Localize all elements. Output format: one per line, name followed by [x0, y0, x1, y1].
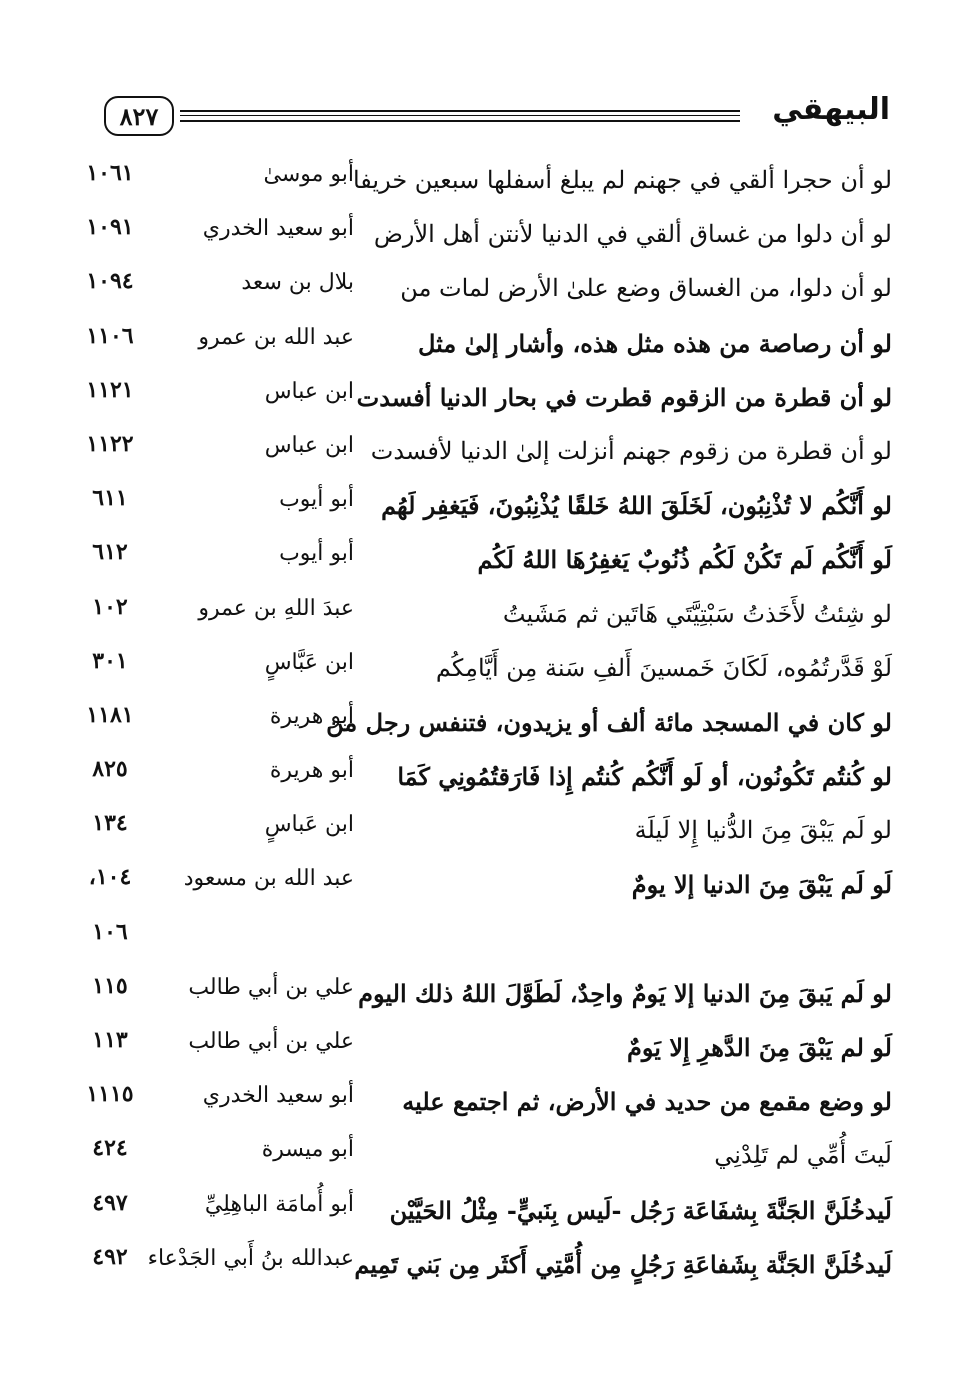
index-row: [70, 1027, 900, 1081]
page-header: [104, 92, 890, 144]
hadith-phrase: لو أن حجرا ألقي في جهنم لم يبلغ أسفلها سبعين خريفا: [352, 166, 892, 194]
hadith-number: ٨٢٥: [92, 756, 128, 783]
hadith-phrase: لو لَم يَبقَ مِنَ الدنيا إلا يَومٌ واحِدٌ، لَطَوَّلَ اللهُ ذلك اليوم: [358, 978, 892, 1008]
index-row: [70, 756, 900, 810]
index-row: [70, 1081, 900, 1135]
page-number: ٨٢٧: [104, 96, 174, 136]
narrator-name: أبو سعيد الخدري: [202, 216, 354, 242]
index-row: [70, 485, 900, 539]
hadith-phrase: لو أن دلوا، من الغساق وضع علىٰ الأرض لمات من: [400, 274, 892, 303]
hadith-phrase: لَو لم يَبْقَ مِنَ الدَّهرِ إِلا يَومٌ: [627, 1033, 892, 1062]
index-row: [70, 539, 900, 593]
hadith-number: ١٠٤،: [88, 864, 132, 891]
index-row: [70, 268, 900, 322]
hadith-phrase: لو أَنَّكُم لا تُذْنِبُون، لَخَلَقَ اللهُ خَلقًا يُذْنِبُونَ، فَيَغفِر لَهُم: [381, 491, 892, 521]
hadith-number: ١٣٤: [92, 810, 128, 837]
index-row: [70, 160, 900, 214]
hadith-phrase: لَو أَنَّكُم لَم تَكُنْ لَكُم ذُنُوبٌ يَغفِرُهَا اللهُ لَكُم: [477, 545, 892, 575]
hadith-number: ٤٩٧: [92, 1189, 128, 1216]
hadith-number: ١١٠٦: [86, 322, 134, 349]
running-title: البيهقي: [772, 92, 890, 127]
hadith-number: ١١٨١: [86, 701, 134, 728]
narrator-name: عبد الله بن مسعود: [183, 866, 354, 892]
narrator-name: علي بن أبي طالب: [188, 1029, 354, 1054]
index-row: [70, 377, 900, 431]
hadith-number: ١١٥: [92, 972, 128, 999]
narrator-name: عبد الله بن عمرو: [198, 324, 354, 350]
index-row: [70, 810, 900, 864]
hadith-phrase: لَيدخُلَنَّ الجَنَّةَ بِشفَاعَة رَجُل -لَيس بِنَبيٍّ- مِثْلُ الحَيَّيْن: [389, 1195, 892, 1225]
index-row: [70, 648, 900, 702]
hadith-number: ١٠٦: [92, 918, 128, 945]
hadith-number: ٤٩٢: [92, 1243, 128, 1270]
index-row: [70, 973, 900, 1027]
narrator-name: أبو أيوب: [279, 487, 354, 513]
hadith-number: ٣٠١: [92, 647, 128, 674]
narrator-name: ابن عباس: [264, 378, 354, 404]
hadith-phrase: لو أن دلوا من غساق ألقي في الدنيا لأنتن أهل الأرض: [373, 220, 892, 249]
hadith-phrase: لو أن قطرة من زقوم جهنم أنزلت إلىٰ الدنيا لأفسدت: [370, 436, 892, 465]
narrator-name: أبو أُمامَة الباهِلِيِّ: [204, 1191, 354, 1217]
narrator-name: عبدَ اللهِ بن عمرو: [198, 595, 354, 621]
index-list: [70, 160, 900, 1298]
hadith-number: ١٠٩٤: [86, 268, 134, 295]
narrator-name: أبو سعيد الخدري: [202, 1083, 354, 1109]
narrator-name: ابن عَباسٍ: [264, 812, 354, 838]
hadith-phrase: لو كان في المسجد مائة ألف أو يزيدون، فتنفس رجل من: [326, 707, 892, 737]
header-rule: [180, 110, 740, 122]
index-row: [70, 1135, 900, 1189]
narrator-name: أبو أيوب: [279, 541, 354, 567]
index-row: [70, 1244, 900, 1298]
narrator-name: ابن عباس: [264, 432, 354, 458]
hadith-number: ١١٣: [92, 1027, 128, 1053]
index-row: [70, 1190, 900, 1244]
index-row: [70, 323, 900, 377]
hadith-phrase: لَيتَ أُمِّي لم تَلِدْنِي: [714, 1141, 892, 1170]
hadith-number: ١٠٦١: [86, 160, 134, 186]
hadith-phrase: لو شِئتُ لأَخَذتُ سَبْتِيَّتَي هَاتَين ثم مَشَيتُ: [502, 599, 892, 628]
narrator-name: أبو ميسرة: [261, 1137, 354, 1163]
index-row: [70, 864, 900, 918]
hadith-phrase: لو أن قطرة من الزقوم قطرت في بحار الدنيا أفسدت: [356, 382, 892, 412]
narrator-name: بلال بن سعد: [241, 270, 354, 296]
hadith-number: ١١٢١: [86, 376, 134, 403]
narrator-name: علي بن أبي طالب: [188, 974, 354, 1000]
hadith-phrase: لَو لَم يَبْقَ مِنَ الدنيا إلا يومٌ: [631, 870, 892, 900]
index-row: [70, 214, 900, 268]
narrator-name: ابن عَبَّاسٍ: [264, 649, 354, 675]
hadith-number: ٦١٢: [92, 539, 128, 566]
hadith-number: ٤٢٤: [92, 1135, 128, 1162]
narrator-name: أبو هريرة: [269, 703, 354, 729]
hadith-phrase: لو لَم يَبْقَ مِنَ الدُّنيا إِلا لَيلَة: [634, 816, 892, 845]
narrator-name: أبو هريرة: [269, 758, 354, 784]
narrator-name: عبدالله بنُ أَبي الجَدْعاء: [147, 1245, 354, 1271]
index-row: [70, 919, 900, 973]
index-row: [70, 431, 900, 485]
hadith-phrase: لو كُنتُم تَكُونُون، أو لَو أَنَّكُم كُنتُم إِذا فَارَقتُمُونِي كَمَا: [397, 762, 892, 792]
hadith-phrase: لو أن رصاصة من هذه مثل هذه، وأشار إلىٰ مثل: [417, 328, 892, 358]
hadith-phrase: لَيدخُلَنَّ الجَنَّة بِشَفاعَةِ رَجُلٍ مِن أُمَّتِي أَكثَر مِن بَني تَمِيم: [354, 1249, 892, 1279]
index-row: [70, 702, 900, 756]
hadith-phrase: لو وضع مقمع من حديد في الأرض، ثم اجتمع عليه: [402, 1087, 892, 1117]
hadith-number: ١١٢٢: [86, 430, 134, 457]
hadith-phrase: لَوْ قَدَّرتُمُوه، لَكَانَ خَمسينَ أَلفِ سَنة مِن أَيَّامِكُم: [435, 653, 892, 682]
hadith-number: ١٠٢: [92, 593, 128, 620]
narrator-name: أبو موسىٰ: [263, 162, 354, 187]
hadith-number: ١١١٥: [86, 1081, 134, 1108]
hadith-number: ١٠٩١: [86, 214, 134, 241]
hadith-number: ٦١١: [92, 485, 128, 512]
index-row: [70, 594, 900, 648]
